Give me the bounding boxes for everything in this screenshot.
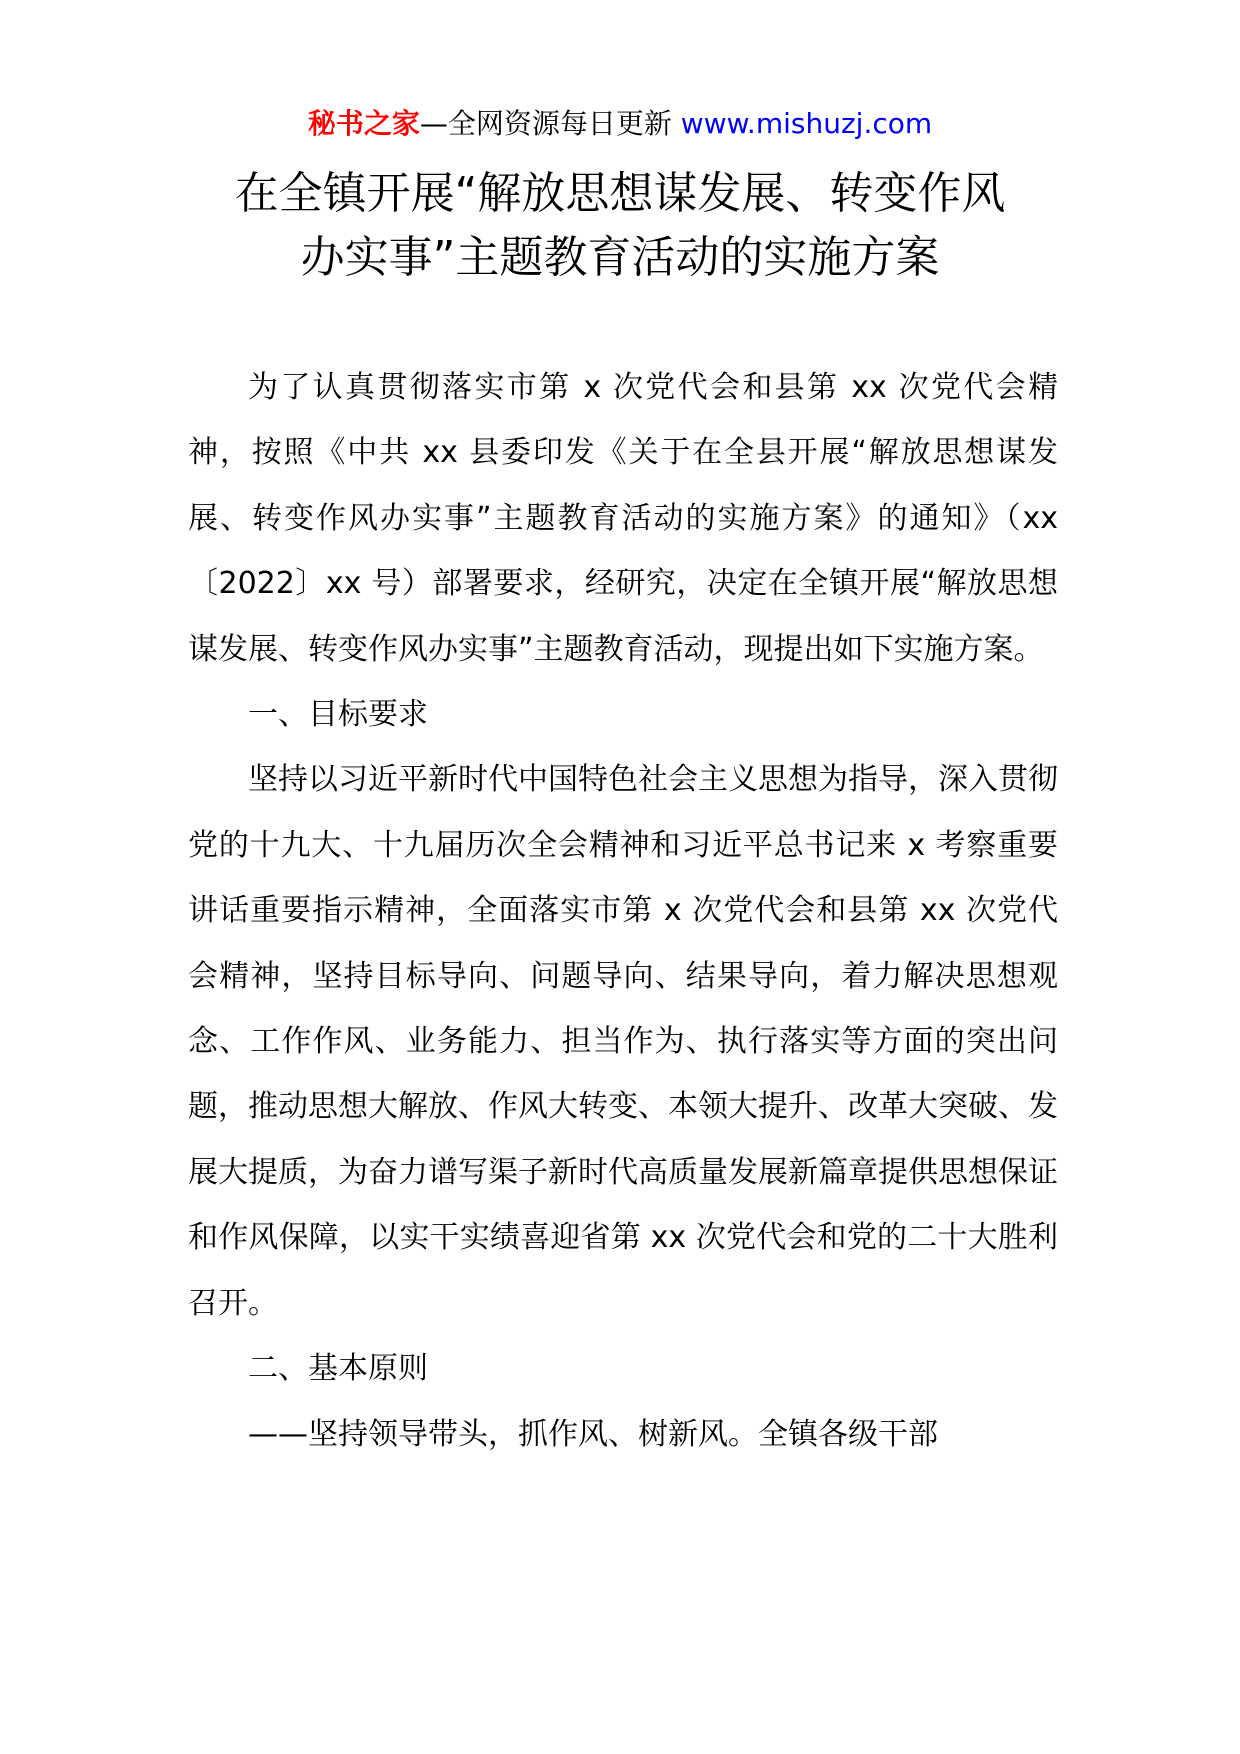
section-2-item-1: ——坚持领导带头，抓作风、树新风。全镇各级干部	[248, 1416, 938, 1452]
site-header	[0, 100, 1240, 148]
header-tagline: —全网资源每日更新	[419, 107, 672, 140]
site-url-link[interactable]: www.mishuzj.com	[680, 107, 933, 140]
document-body	[188, 355, 1058, 1467]
section-1-heading: 一、目标要求	[248, 697, 428, 733]
title-line-1: 在全镇开展“解放思想谋发展、转变作风	[234, 168, 1006, 219]
title-line-2: 办实事”主题教育活动的实施方案	[300, 232, 940, 283]
brand-name: 秘书之家	[307, 107, 420, 140]
document-title	[0, 162, 1240, 290]
intro-paragraph: 为了认真贯彻落实市第 x 次党代会和县第 xx 次党代会精神，按照《中共 xx 县委印发《关于在全县开展“解放思想谋发展、转变作风办实事”主题教育活动的实施方案》的通知》（xx〔2022〕xx 号）部署要求，经研究，决定在全镇开展“解放思想谋发展、转变作风办实事”主题教育活动，现提出如下实施方案。	[188, 370, 1058, 667]
section-2-heading: 二、基本原则	[248, 1351, 428, 1387]
section-1-paragraph: 坚持以习近平新时代中国特色社会主义思想为指导，深入贯彻党的十九大、十九届历次全会精神和习近平总书记来 x 考察重要讲话重要指示精神，全面落实市第 x 次党代会和县第 xx 次党代会精神，坚持目标导向、问题导向、结果导向，着力解决思想观念、工作作风、业务能力、担当作为、执行落实等方面的突出问题，推动思想大解放、作风大转变、本领大提升、改革大突破、发展大提质，为奋力谱写渠子新时代高质量发展新篇章提供思想保证和作风保障，以实干实绩喜迎省第 xx 次党代会和党的二十大胜利召开。	[188, 762, 1058, 1321]
